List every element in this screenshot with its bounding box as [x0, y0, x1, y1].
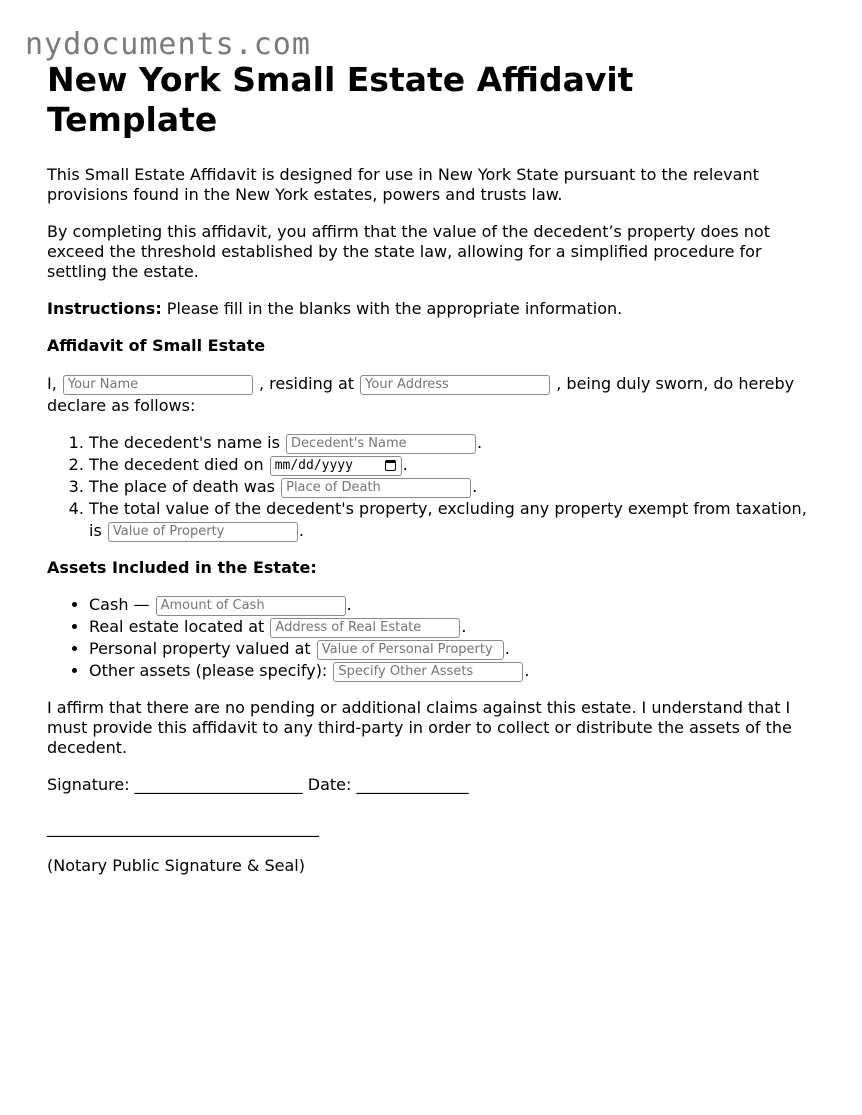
assets-heading: Assets Included in the Estate: — [47, 558, 317, 577]
decedent-name-input[interactable] — [286, 434, 476, 454]
list-item — [89, 498, 817, 542]
affirmation-paragraph: I affirm that there are no pending or additional claims against this estate. I understand that I must provide this affidavit to any third-party in order to collect or distribute the assets of the decedent. — [47, 698, 792, 757]
declaration-statement — [47, 373, 817, 417]
period: . — [472, 477, 478, 496]
other-assets-input[interactable] — [333, 662, 523, 682]
personal-property-value-input[interactable] — [317, 640, 504, 660]
instructions-label: Instructions: — [47, 299, 162, 318]
cash-amount-input[interactable] — [156, 596, 346, 616]
your-name-input[interactable] — [63, 375, 253, 395]
page-title: New York Small Estate Affidavit Template — [47, 60, 634, 139]
period: . — [346, 595, 352, 614]
declarations-list — [47, 432, 817, 542]
period: . — [524, 661, 530, 680]
list-item — [89, 660, 817, 682]
declare-mid: , residing at — [253, 374, 360, 393]
personal-property-label: Personal property valued at — [89, 639, 316, 658]
real-estate-label: Real estate located at — [89, 617, 270, 636]
other-assets-label: Other assets (please specify): — [89, 661, 333, 680]
real-estate-address-input[interactable] — [270, 618, 460, 638]
death-date-input[interactable] — [270, 456, 402, 476]
place-of-death-input[interactable] — [281, 478, 471, 498]
notary-caption: (Notary Public Signature & Seal) — [47, 856, 305, 875]
instructions — [47, 299, 817, 319]
signature-date-line: Signature: _____________________ Date: ______________ — [47, 775, 469, 794]
declare-suffix: , being duly sworn, do hereby declare as follows: — [47, 374, 795, 415]
period: . — [402, 455, 408, 474]
list-item — [89, 454, 817, 476]
notary-signature-line: __________________________________ — [47, 818, 319, 837]
calendar-icon[interactable] — [385, 460, 396, 471]
list-item — [89, 638, 817, 660]
date-format-text: mm/dd/yyyy — [274, 457, 353, 473]
decedent-name-label: The decedent's name is — [89, 433, 286, 452]
period: . — [504, 639, 510, 658]
list-item — [89, 594, 817, 616]
intro-paragraph-2: By completing this affidavit, you affirm that the value of the decedent’s property does not exceed the threshold established by the state law, allowing for a simplified procedure for settling the estate. — [47, 222, 770, 281]
intro-paragraph-1: This Small Estate Affidavit is designed for use in New York State pursuant to the relevant provisions found in the New York estates, powers and trusts law. — [47, 165, 759, 204]
list-item — [89, 476, 817, 498]
list-item — [89, 616, 817, 638]
property-value-input[interactable] — [108, 522, 298, 542]
your-address-input[interactable] — [360, 375, 550, 395]
assets-list — [47, 594, 817, 682]
period: . — [477, 433, 483, 452]
affidavit-heading: Affidavit of Small Estate — [47, 336, 266, 355]
list-item — [89, 432, 817, 454]
period: . — [298, 521, 304, 540]
declare-prefix: I, — [47, 374, 62, 393]
affidavit-document — [47, 60, 817, 876]
cash-label: Cash — — [89, 595, 155, 614]
place-of-death-label: The place of death was — [89, 477, 281, 496]
property-value-label: The total value of the decedent's property, excluding any property exempt from taxation, is — [89, 499, 807, 540]
instructions-text: Please fill in the blanks with the appropriate information. — [161, 299, 623, 318]
death-date-label: The decedent died on — [89, 455, 269, 474]
period: . — [461, 617, 467, 636]
site-watermark: nydocuments.com — [25, 27, 311, 62]
